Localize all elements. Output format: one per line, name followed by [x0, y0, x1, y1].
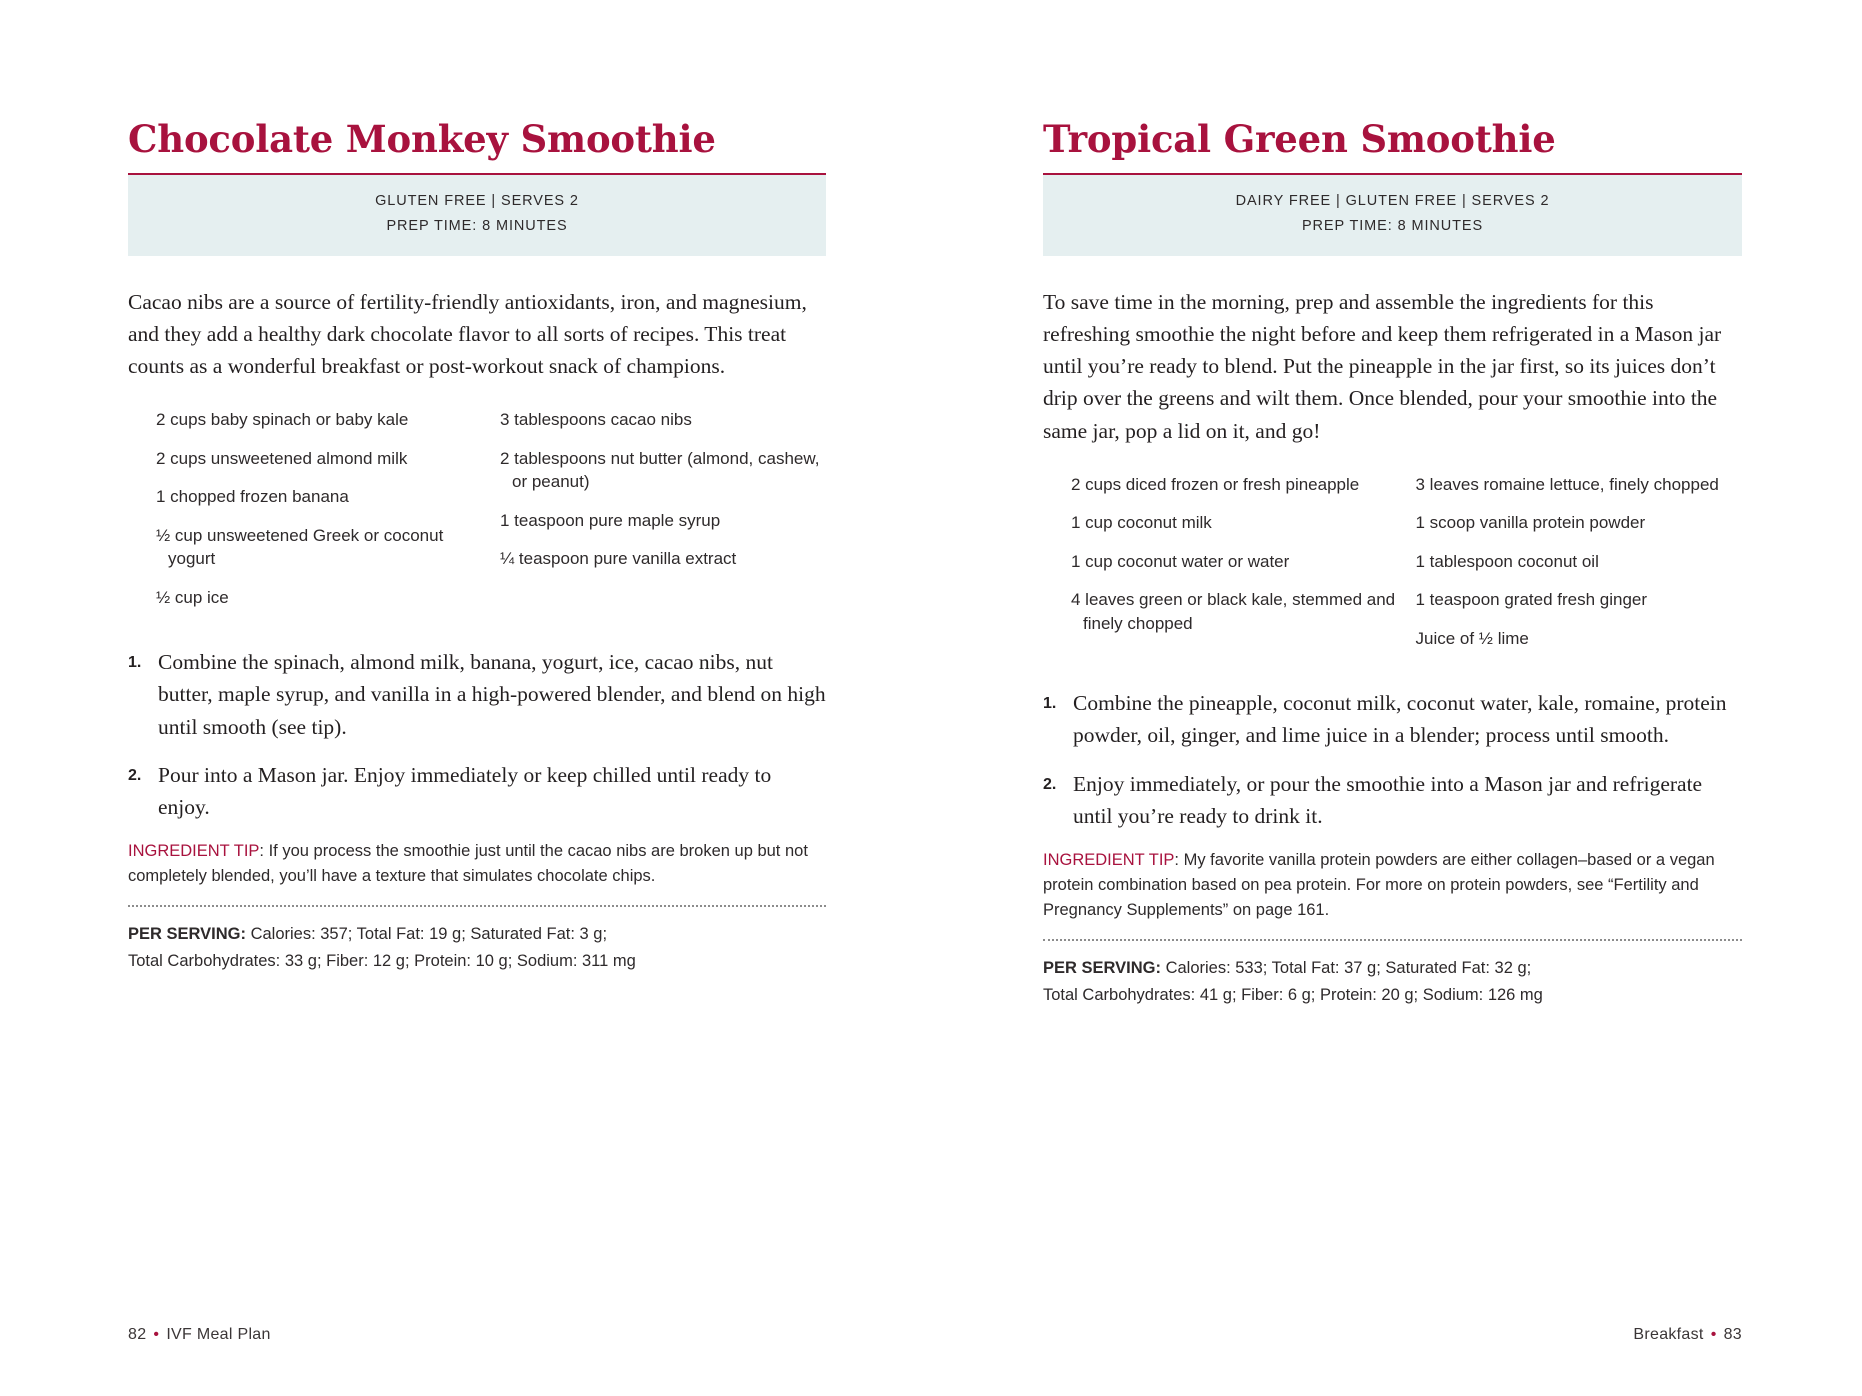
ingredients-column-2: [482, 408, 826, 624]
ingredient-item: 1 scoop vanilla protein powder: [1415, 513, 1646, 533]
nutrition-line-2: Total Carbohydrates: 33 g; Fiber: 12 g; Protein: 10 g; Sodium: 311 mg: [128, 951, 636, 970]
ingredient-tip: [128, 839, 826, 889]
ingredient-tip: [1043, 848, 1742, 923]
ingredient-item: 2 tablespoons nut butter (almond, cashew, or peanut): [500, 448, 820, 492]
ingredient-item: 1 cup coconut milk: [1071, 513, 1212, 533]
ingredients-column-1: [128, 408, 482, 624]
step-text: Combine the spinach, almond milk, banana, yogurt, ice, cacao nibs, nut butter, maple syrup, and vanilla in a high-powered blender, and blend on high until smooth (see tip).: [158, 650, 826, 739]
ingredient-tip-label: INGREDIENT TIP: [1043, 851, 1175, 870]
nutrition-info: [128, 921, 826, 974]
recipe-intro: To save time in the morning, prep and assemble the ingredients for this refreshing smoothie the night before and keep them refrigerated in a Mason jar until you’re ready to blend. Put the pineapple in the jar first, so its juices don’t drip over the greens and wilt them. Once blended, pour your smoothie into the same jar, pop a lid on it, and go!: [1043, 289, 1722, 443]
nutrition-line-1: [128, 921, 826, 947]
nutrition-line-2: Total Carbohydrates: 41 g; Fiber: 6 g; Protein: 20 g; Sodium: 126 mg: [1043, 985, 1543, 1004]
nutrition-divider: [1043, 939, 1742, 941]
folio-left: [128, 1326, 271, 1344]
step-text: Pour into a Mason jar. Enjoy immediately or keep chilled until ready to enjoy.: [158, 762, 772, 820]
ingredient-item: 3 leaves romaine lettuce, finely chopped: [1415, 474, 1719, 494]
ingredients-list: [1043, 473, 1742, 665]
instruction-step: [128, 646, 826, 743]
recipe-meta-box: [1043, 175, 1742, 256]
page-right: [931, 0, 1862, 1396]
ingredient-item: Juice of ½ lime: [1415, 628, 1529, 648]
nutrition-divider: [128, 905, 826, 907]
folio-right: [1633, 1326, 1742, 1344]
recipe-meta-line-1: GLUTEN FREE | SERVES 2: [375, 192, 579, 209]
ingredient-item: 1 cup coconut water or water: [1071, 551, 1290, 571]
folio-label: IVF Meal Plan: [166, 1326, 271, 1343]
nutrition-values-1: Calories: 533; Total Fat: 37 g; Saturated Fat: 32 g;: [1160, 959, 1532, 978]
ingredient-item: 2 cups baby spinach or baby kale: [156, 410, 409, 430]
page-title: Chocolate Monkey Smoothie: [128, 117, 716, 161]
ingredients-column-1: [1043, 473, 1398, 665]
instruction-step: [128, 759, 826, 824]
instruction-step: [1043, 768, 1742, 833]
ingredient-item: 1 teaspoon pure maple syrup: [500, 510, 721, 530]
ingredient-item: 2 cups diced frozen or fresh pineapple: [1071, 474, 1360, 494]
recipe-meta-box: [128, 175, 826, 256]
ingredient-item: 4 leaves green or black kale, stemmed and finely chopped: [1071, 590, 1396, 633]
ingredient-item: 2 cups unsweetened almond milk: [156, 448, 408, 468]
ingredient-item: 1 teaspoon grated fresh ginger: [1415, 590, 1648, 610]
nutrition-values-1: Calories: 357; Total Fat: 19 g; Saturated Fat: 3 g;: [245, 925, 608, 944]
nutrition-line-1: [1043, 955, 1742, 981]
instruction-step: [1043, 687, 1742, 752]
nutrition-label: PER SERVING:: [1043, 959, 1161, 978]
step-number: 1.: [128, 654, 142, 672]
page-number: 82: [128, 1326, 147, 1343]
step-number: 1.: [1043, 695, 1057, 713]
instructions-list: [128, 646, 826, 823]
ingredients-list: [128, 408, 826, 624]
ingredient-tip-label: INGREDIENT TIP: [128, 842, 260, 861]
page-number: 83: [1723, 1326, 1742, 1343]
ingredient-tip-text: : If you process the smoothie just until the cacao nibs are broken up but not completely blended, you’ll have a texture that simulates chocolate chips.: [128, 842, 808, 886]
recipe-meta-line-2: PREP TIME: 8 MINUTES: [386, 218, 568, 235]
step-text: Combine the pineapple, coconut milk, coconut water, kale, romaine, protein powder, oil, ginger, and lime juice in a blender; process until smooth.: [1073, 691, 1727, 748]
ingredients-column-2: [1398, 473, 1743, 665]
step-number: 2.: [128, 766, 142, 784]
nutrition-info: [1043, 955, 1742, 1008]
folio-dot-icon: •: [1710, 1326, 1717, 1343]
ingredient-tip-text: : My favorite vanilla protein powders are either collagen–based or a vegan protein combination based on pea protein. For more on protein powders, see “Fertility and Pregnancy Supplements” on page 161.: [1043, 851, 1715, 920]
ingredient-item: ½ cup ice: [156, 587, 229, 607]
recipe-intro: Cacao nibs are a source of fertility-friendly antioxidants, iron, and magnesium, and they add a healthy dark chocolate flavor to all sorts of recipes. This treat counts as a wonderful breakfast or post-workout snack of champions.: [128, 289, 807, 379]
ingredient-item: 3 tablespoons cacao nibs: [500, 410, 692, 430]
step-number: 2.: [1043, 775, 1057, 793]
folio-label: Breakfast: [1633, 1326, 1704, 1343]
ingredient-item: 1 chopped frozen banana: [156, 487, 349, 507]
ingredient-item: ½ cup unsweetened Greek or coconut yogurt: [156, 525, 444, 569]
instructions-list: [1043, 687, 1742, 832]
ingredient-item: ¼ teaspoon pure vanilla extract: [500, 549, 737, 569]
step-text: Enjoy immediately, or pour the smoothie into a Mason jar and refrigerate until you’re ready to drink it.: [1073, 771, 1703, 828]
page-title: Tropical Green Smoothie: [1043, 117, 1556, 161]
folio-dot-icon: •: [153, 1326, 160, 1343]
ingredient-item: 1 tablespoon coconut oil: [1415, 551, 1599, 571]
recipe-meta-line-2: PREP TIME: 8 MINUTES: [1301, 218, 1484, 235]
nutrition-label: PER SERVING:: [128, 925, 246, 944]
recipe-meta-line-1: DAIRY FREE | GLUTEN FREE | SERVES 2: [1235, 192, 1550, 209]
